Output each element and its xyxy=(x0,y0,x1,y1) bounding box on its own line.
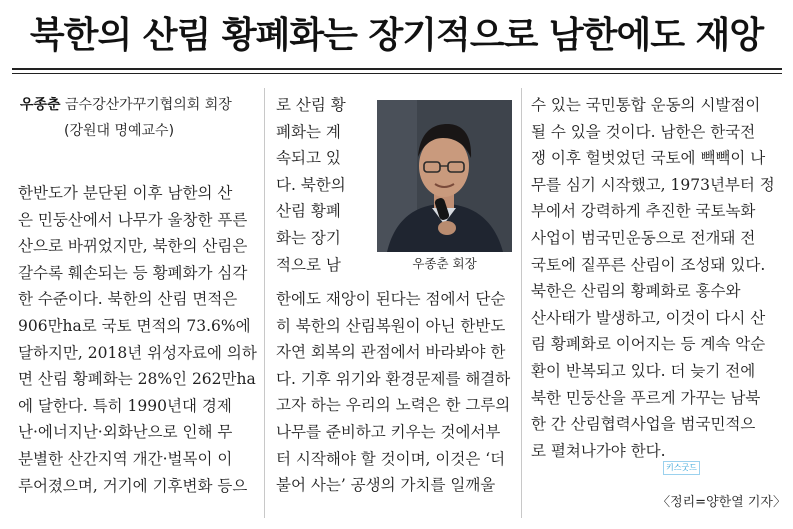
author-affiliation: 금수강산가꾸기협의회 회장 xyxy=(65,97,232,113)
reporter-credit: 〈정리=양한열 기자〉 xyxy=(657,495,786,510)
column-divider-2 xyxy=(521,88,522,518)
portrait-illustration xyxy=(377,100,512,252)
article-column-3: 수 있는 국민통합 운동의 시발점이 될 수 있을 것이다. 남한은 한국전 쟁 이후 헐벗었던 국토에 빽빽이 나 무를 심기 시작했고, 1973년부터 정 부에서 강력하게 추진한 국토녹화 사업이 범국민운동으로 전개돼 전 국토에 짙푸른 산림이 조성돼 있다. 북한은 산림의 황폐화로 홍수와 산사태가 발생하고, 이것이 다시 산 림 황폐화로 이어지는 등 계속 악순 환이 반복되고 있다. 더 늦기 전에 북한 민둥산을 푸르게 가꾸는 남북 한 간 산림협력사업을 범국민적으 로 펼쳐나가야 한다. xyxy=(531,96,775,460)
article-column-1: 한반도가 분단된 이후 남한의 산 은 민둥산에서 나무가 울창한 푸른 산으로 바뀌었지만, 북한의 산림은 갈수록 훼손되는 등 황폐화가 심각 한 수준이다. 북한의 산림 면적은 906만ha로 국토 면적의 73.6%에 달하지만, 2018년 위성자료에 의하 면 산림 황폐화는 28%인 262만ha 에 달한다. 특히 1990년대 경제 난·에너지난·외화난으로 인해 무 분별한 산간지역 개간·벌목이 이 루어졌으며, 거기에 기후변화 등으 xyxy=(18,184,257,495)
photo-caption: 우종춘 회장 xyxy=(412,256,477,271)
portrait-photo xyxy=(377,100,512,252)
watermark-logo: 키스굿드 xyxy=(663,461,700,475)
author-affiliation-2: (강원대 명예교수) xyxy=(64,123,175,139)
article-column-2-bottom: 한에도 재앙이 된다는 점에서 단순 히 북한의 산림복원이 아닌 한반도 자연 회복의 관점에서 바라봐야 한 다. 기후 위기와 환경문제를 해결하 고자 하는 우리의 노력은 한 그루의 나무를 준비하고 키우는 것에서부 터 시작해야 할 것이며, 이것은 ‘더 불어 사는’ 공생의 가치를 일깨울 xyxy=(276,290,511,495)
headline-rule-top xyxy=(12,68,782,70)
byline xyxy=(20,92,260,144)
headline-rule-bottom xyxy=(12,73,782,74)
headline: 북한의 산림 황폐화는 장기적으로 남한에도 재앙 xyxy=(29,15,764,56)
article-column-2-top: 로 산림 황 폐화는 계 속되고 있 다. 북한의 산림 황폐 화는 장기 적으로 남 xyxy=(276,96,346,274)
author-name: 우종춘 xyxy=(20,97,61,113)
column-divider-1 xyxy=(264,88,265,518)
